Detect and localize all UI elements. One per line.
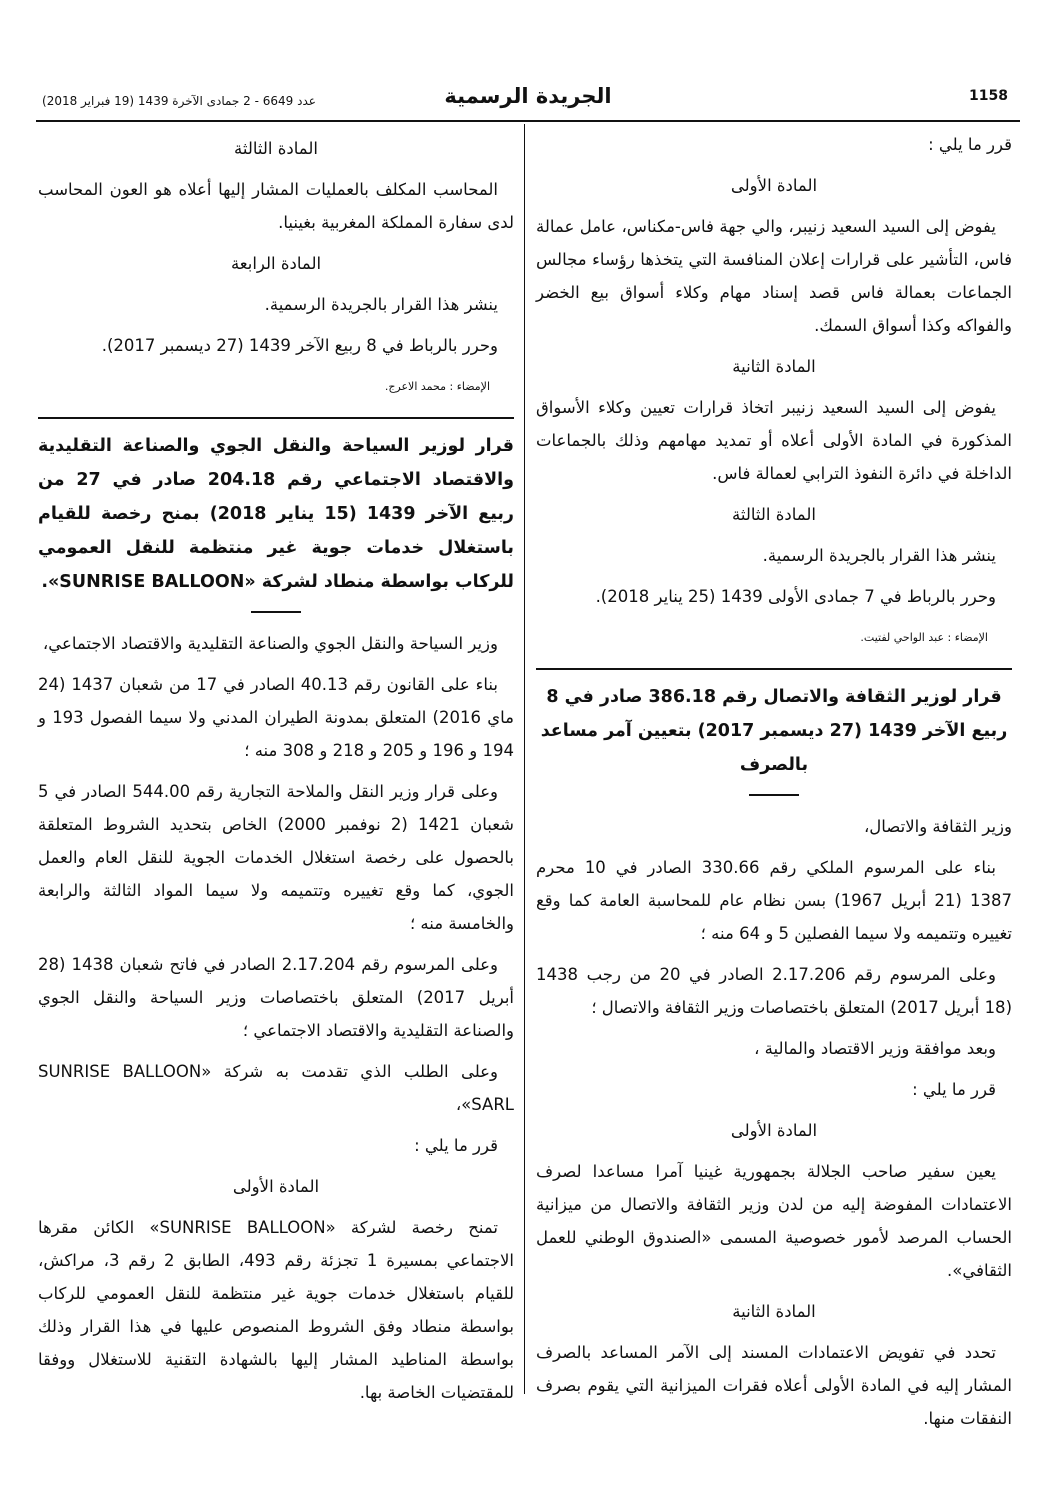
article-title: المادة الأولى xyxy=(730,1121,818,1140)
article-title: المادة الثالثة xyxy=(732,505,816,524)
title-underline xyxy=(251,611,301,613)
article-text: يفوض إلى السيد السعيد زنيبر اتخاذ قرارات تعيين وكلاء الأسواق المذكورة في المادة الأولى أعلاه أو تمديد مهامهم وذلك بالجماعات الداخلة في دائرة النفوذ الترابي لعمالة فاس. xyxy=(536,398,1012,483)
basis-clause: وعلى المرسوم رقم 2.17.204 الصادر في فاتح شعبان 1438 (28 أبريل 2017) المتعلق باختصاصات وزير السياحة والنقل الجوي والصناعة التقليدية والاقتصاد الاجتماعي ؛ xyxy=(38,955,514,1040)
basis-clause: وعلى المرسوم رقم 2.17.206 الصادر في 20 من رجب 1438 (18 أبريل 2017) المتعلق باختصاصات وزير الثقافة والاتصال ؛ xyxy=(536,965,1012,1017)
section-rule xyxy=(536,668,1012,670)
article-text: ينشر هذا القرار بالجريدة الرسمية. xyxy=(762,546,996,565)
article-text: يعين سفير صاحب الجلالة بجمهورية غينيا آمرا مساعدا لصرف الاعتمادات المفوضة إليه من لدن وزير الثقافة والاتصال من ميزانية الحساب المرصد لأمور خصوصية المسمى «الصندوق الوطني للعمل الثقافي». xyxy=(536,1162,1012,1280)
header-rule xyxy=(36,120,1020,122)
article-text: تمنح رخصة لشركة «SUNRISE BALLOON» الكائن مقرها الاجتماعي بمسيرة 1 تجزئة رقم 493، الطابق 2 رقم 3، مراكش، للقيام باستغلال خدمات جوية غير منتظمة للنقل العمومي للركاب بواسطة منطاد وفق الشروط المنصوص عليها في هذا القرار وذلك بواسطة المناطيد المشار إليها بالشهادة التقنية للاستغلال ووفقا للمقتضيات الخاصة بها. xyxy=(38,1218,514,1402)
article-title: المادة الرابعة xyxy=(230,254,322,273)
issue-info: عدد 6649 - 2 جمادى الآخرة 1439 (19 فبراير 2018) xyxy=(42,94,316,108)
decided-label: قرر ما يلي : xyxy=(928,135,1012,154)
article-title: المادة الثانية xyxy=(732,1302,816,1321)
newspaper-title: الجريدة الرسمية xyxy=(444,84,612,108)
left-column xyxy=(38,128,514,1417)
signature: الإمضاء : عبد الواحي لفتيت. xyxy=(860,631,988,644)
decision-title: قرار لوزير الثقافة والاتصال رقم 386.18 صادر في 8 ربيع الآخر 1439 (27 ديسمبر 2017) بتعيين آمر مساعد بالصرف xyxy=(540,687,1008,775)
article-text: يفوض إلى السيد السعيد زنيبر، والي جهة فاس-مكناس، عامل عمالة فاس، التأشير على قرارات إعلان المنافسة التي يتخذها رؤساء مجالس الجماعات بعمالة فاس قصد إسناد مهام وكلاء أسواق بيع الخضر والفواكه وكذا أسواق السمك. xyxy=(536,217,1012,335)
basis-clause: بناء على المرسوم الملكي رقم 330.66 الصادر في 10 محرم 1387 (21 أبريل 1967) بسن نظام عام للمحاسبة العامة كما وقع تغييره وتتميمه ولا سيما الفصلين 5 و 64 منه ؛ xyxy=(536,858,1012,943)
minister-line: وزير الثقافة والاتصال، xyxy=(863,817,1012,836)
article-title: المادة الأولى xyxy=(232,1177,320,1196)
signature: الإمضاء : محمد الاعرج. xyxy=(384,380,490,393)
minister-line: وزير السياحة والنقل الجوي والصناعة التقليدية والاقتصاد الاجتماعي، xyxy=(42,634,498,653)
done-at: وحرر بالرباط في 7 جمادى الأولى 1439 (25 يناير 2018). xyxy=(595,587,996,606)
article-text: المحاسب المكلف بالعمليات المشار إليها أعلاه هو العون المحاسب لدى سفارة المملكة المغربية بغينيا. xyxy=(38,180,514,232)
basis-clause: وعلى الطلب الذي تقدمت به شركة «SUNRISE BALLOON SARL»، xyxy=(38,1062,514,1114)
title-underline xyxy=(749,794,799,796)
decision-title: قرار لوزير السياحة والنقل الجوي والصناعة التقليدية والاقتصاد الاجتماعي رقم 204.18 صادر في 27 من ربيع الآخر 1439 (15 يناير 2018) بمنح رخصة للقيام باستغلال خدمات جوية غير منتظمة للنقل العمومي للركاب بواسطة منطاد لشركة «SUNRISE BALLOON». xyxy=(38,436,514,592)
basis-clause: بناء على القانون رقم 40.13 الصادر في 17 من شعبان 1437 (24 ماي 2016) المتعلق بمدونة الطيران المدني ولا سيما الفصول 193 و 194 و 196 و 205 و 218 و 308 منه ؛ xyxy=(38,675,514,760)
column-divider xyxy=(524,124,525,1394)
right-column xyxy=(536,128,1012,1443)
article-title: المادة الثالثة xyxy=(234,139,318,158)
page-header xyxy=(36,84,1020,118)
article-text: ينشر هذا القرار بالجريدة الرسمية. xyxy=(264,295,498,314)
decided-label: قرر ما يلي : xyxy=(912,1080,996,1099)
page-number: 1158 xyxy=(969,88,1008,104)
basis-clause: وعلى قرار وزير النقل والملاحة التجارية رقم 544.00 الصادر في 5 شعبان 1421 (2 نوفمبر 2000) الخاص بتحديد الشروط المتعلقة بالحصول على رخصة استغلال الخدمات الجوية للنقل العام والعمل الجوي، كما وقع تغييره وتتميمه ولا سيما المواد الثالثة والرابعة والخامسة منه ؛ xyxy=(38,782,515,933)
done-at: وحرر بالرباط في 8 ربيع الآخر 1439 (27 ديسمبر 2017). xyxy=(101,336,498,355)
section-rule xyxy=(38,417,514,419)
decided-label: قرر ما يلي : xyxy=(414,1136,498,1155)
article-title: المادة الثانية xyxy=(732,357,816,376)
article-text: تحدد في تفويض الاعتمادات المسند إلى الآمر المساعد بالصرف المشار إليه في المادة الأولى أعلاه فقرات الميزانية التي يقوم بصرف النفقات منها. xyxy=(536,1343,1012,1428)
basis-clause: وبعد موافقة وزير الاقتصاد والمالية ، xyxy=(754,1039,996,1058)
article-title: المادة الأولى xyxy=(730,176,818,195)
